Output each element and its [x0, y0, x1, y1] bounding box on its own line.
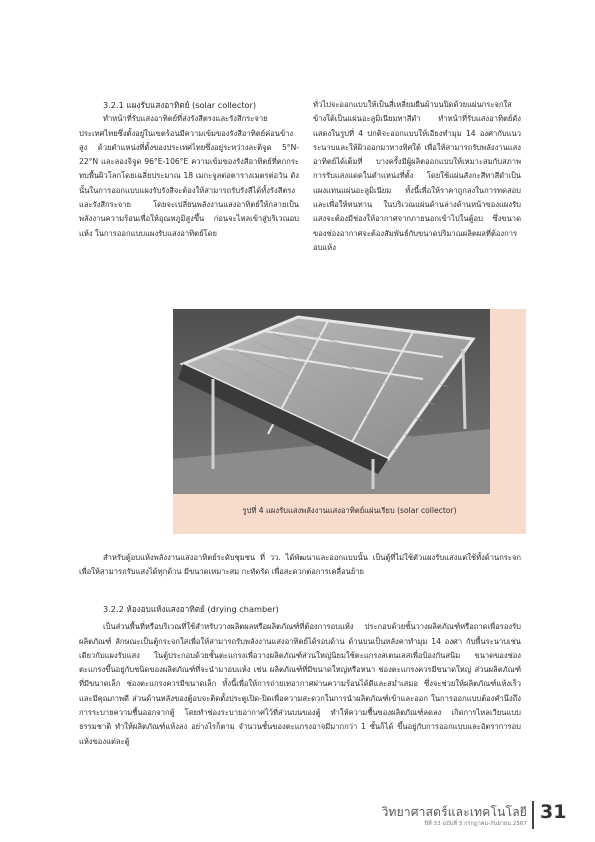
section-heading-solar-collector: 3.2.1 แผงรับแสงอาทิตย์ (solar collector): [103, 100, 257, 110]
page-number: 31: [540, 801, 567, 823]
section-heading-drying-chamber: 3.2.2 ห้องอบแห้งแสงอาทิตย์ (drying chamber): [103, 604, 279, 614]
body-text-middle: สำหรับตู้อบแห้งพลังงานแสงอาทิตย์ระดับชุมชน ที่ วว. ได้พัฒนาและออกแบบนั้น เป็นตู้ที่ไม่ใช้ตัวแผงรับแสงแต่ใช้ทั้งด้านกระจกเพื่อให้สามารถรับแสงได้ทุกด้าน มีขนาดเหมาะสม กะทัดรัด เพื่อสะดวกต่อการเคลื่อนย้าย: [79, 553, 521, 577]
journal-title: วิทยาศาสตร์และเทคโนโลยี: [381, 805, 527, 819]
solar-collector-image: [173, 309, 490, 494]
body-text-drying-chamber: เป็นส่วนพื้นที่หรือบริเวณที่ใช้สำหรับวางผลิตผลหรือผลิตภัณฑ์ที่ต้องการอบแห้ง ประกอบด้วยชั้นวางผลิตภัณฑ์หรือถาดเพื่อรองรับผลิตภัณฑ์ ลักษณะเป็นตู้กระจกใสเพื่อให้สามารถรับพลังงานแสงอาทิตย์ได้รอบด้าน ด้านบนเป็นหลังคาทำมุม 14 องศา กับพื้นระนาบเช่นเดียวกับแผงรับแสง ในตู้ประกอบด้วยชั้นตะแกรงเพื่อวางผลิตภัณฑ์ส่วนใหญ่นิยมใช้ตะแกรงสเตนเลสเพื่อป้องกันสนิม ขนาดของช่องตะแกรงขึ้นอยู่กับชนิดของผลิตภัณฑ์ที่จะนำมาอบแห้ง เช่น ผลิตภัณฑ์ที่มีขนาดใหญ่หรือหนา ช่องตะแกรงควรมีขนาดใหญ่ ส่วนผลิตภัณฑ์ที่มีขนาดเล็ก ช่องตะแกรงควรมีขนาดเล็ก ทั้งนี้เพื่อให้การถ่ายเทอากาศผ่านความร้อนได้ดีและสม่ำเสมอ ซึ่งจะช่วยให้ผลิตภัณฑ์แห้งเร็วและมีคุณภาพดี ส่วนด้านหลังของตู้อบจะติดตั้งประตูเปิด-ปิดเพื่อความสะดวกในการนำผลิตภัณฑ์เข้าและออก ในการออกแบบต้องคำนึงถึงการระบายความชื้นออกจากตู้ โดยทำช่องระบายอากาศไว้ที่ส่วนบนของตู้ ทำให้ความชื้นของผลิตภัณฑ์ลดลง เกิดการไหลเวียนแบบธรรมชาติ ทำให้ผลิตภัณฑ์แห้งลง อย่างไรก็ตาม จำนวนชั้นของตะแกรงอาจมีมากกว่า 1 ชั้นก็ได้ ขึ้นอยู่กับการออกแบบและอัตราการอบแห้งของแต่ละตู้: [79, 622, 521, 746]
section-drying-chamber: [79, 602, 521, 749]
right-column: [313, 98, 521, 255]
body-text-right: ทั่วไปจะออกแบบให้เป็นสี่เหลี่ยมผืนผ้าบนปิดด้วยแผ่นกระจกใส ข้างใต้เป็นแผ่นอะลูมิเนียมทาสีดำ ทำหน้าที่รับแสงอาทิตย์ดังแสดงในรูปที่ 4 ปกติจะออกแบบให้เอียงทำมุม 14 องศากับแนวระนาบและให้ผิวออกมาทางทิศใต้ เพื่อให้สามารถรับพลังงานแสงอาทิตย์ได้เต็มที่ บางครั้งมีผู้ผลิตออกแบบให้เหมาะสมกับสภาพการรับแสงแดดในตำแหน่งที่ตั้ง โดยใช้แผ่นสังกะสีทาสีดำเป็นแผงแทนแผ่นอะลูมิเนียม ทั้งนี้เพื่อให้ราคาถูกลงในการทดสอบและเพื่อให้ทนทาน ในบริเวณแผ่นด้านล่างด้านหน้าของแผงรับแสงจะต้องมีช่องให้อากาศจากภายนอกเข้าไปในตู้อบ ซึ่งขนาดของช่องอากาศจะต้องสัมพันธ์กับขนาดปริมาณผลิตผลที่ต้องการอบแห้ง: [313, 100, 521, 252]
left-column: [79, 98, 299, 241]
solar-collector-photo: [173, 309, 490, 494]
middle-paragraph: [79, 551, 521, 580]
journal-issue: ปีที่ 33 ฉบับที่ 3 กรกฎาคม-กันยายน 2567: [424, 821, 527, 827]
body-text-left: ทำหน้าที่รับแสงอาทิตย์ที่ส่งรังสีตรงและรังสีกระจาย ประเทศไทยซึ่งตั้งอยู่ในเขตร้อนมีความเข้มของรังสีอาทิตย์ค่อนข้างสูง ด้วยตำแหน่งที่ตั้งของประเทศไทยซึ่งอยู่ระหว่างละติจูด 5°N-22°N และลองจิจูด 96°E-106°E ความเข้มของรังสีอาทิตย์ที่ตกกระทบพื้นผิวโลกโดยเฉลี่ยประมาณ 18 เมกะจูลต่อตารางเมตรต่อวัน ดังนั้นในการออกแบบแผงรับรังสีจะต้องให้สามารถรับรังสีได้ทั้งรังสีตรงและรังสีกระจาย โดยจะเปลี่ยนพลังงานแสงอาทิตย์ให้กลายเป็นพลังงานความร้อนเพื่อให้อุณหภูมิสูงขึ้น ก่อนจะไหลเข้าสู่บริเวณอบแห้ง ในการออกแบบแผงรับแสงอาทิตย์โดย: [79, 114, 299, 238]
figure-caption: รูปที่ 4 แผงรับแสงพลังงานแสงอาทิตย์แผ่นเรียบ (solar collector): [242, 506, 457, 515]
footer-divider: [532, 801, 534, 829]
